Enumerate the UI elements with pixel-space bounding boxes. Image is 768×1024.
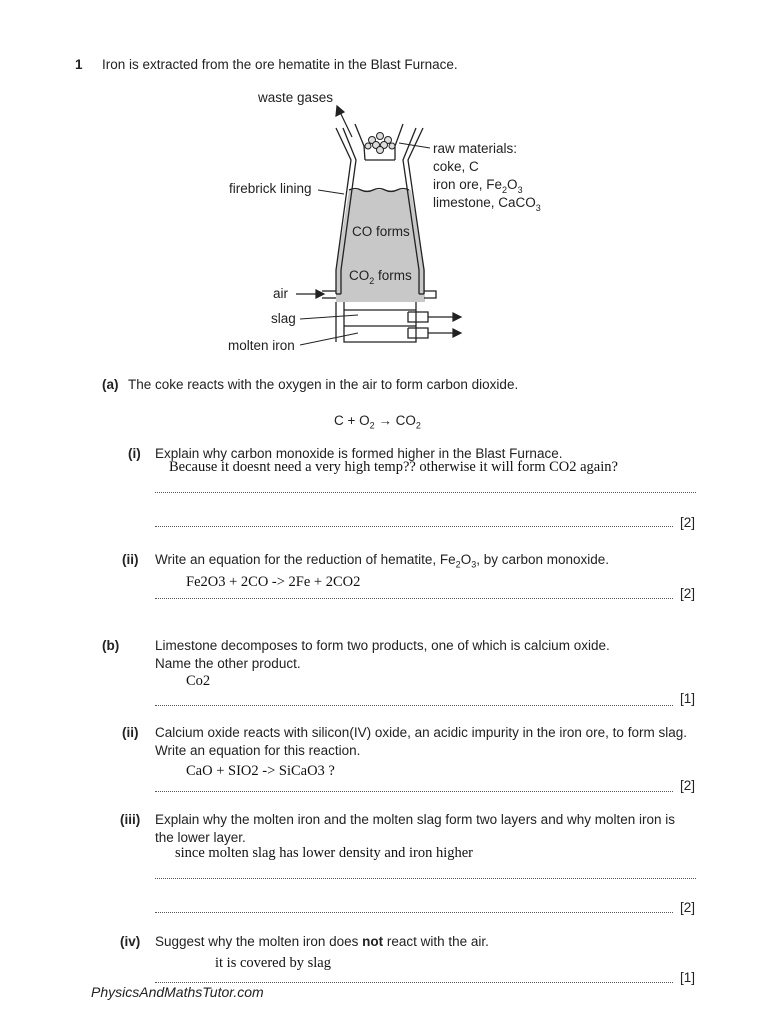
label-co-forms: CO forms bbox=[352, 224, 410, 239]
answer-b-iii: since molten slag has lower density and iron higher bbox=[175, 845, 473, 861]
marks-b: [1] bbox=[680, 691, 696, 706]
part-b-iv-label: (iv) bbox=[120, 934, 141, 949]
footer-site-name: PhysicsAndMathsTutor.com bbox=[91, 984, 264, 1000]
answer-line bbox=[155, 491, 696, 493]
part-b-ii-label: (ii) bbox=[122, 725, 139, 740]
marks-b-ii: [2] bbox=[680, 778, 696, 793]
part-a-ii-label: (ii) bbox=[122, 552, 139, 567]
part-a-label: (a) bbox=[102, 377, 119, 392]
part-b-ii-text-1: Calcium oxide reacts with silicon(IV) oxide, an acidic impurity in the iron ore, to form slag. bbox=[155, 725, 687, 740]
answer-line bbox=[155, 704, 673, 706]
answer-b: Co2 bbox=[186, 673, 211, 689]
answer-line bbox=[155, 597, 673, 599]
answer-line bbox=[155, 790, 673, 792]
part-b-iii-label: (iii) bbox=[120, 812, 141, 827]
answer-line bbox=[155, 877, 696, 879]
label-slag: slag bbox=[271, 311, 296, 326]
label-iron-ore: iron ore, $Fe_2O_3$ bbox=[433, 177, 523, 195]
marks-b-iv: [1] bbox=[680, 970, 696, 985]
answer-line bbox=[155, 911, 673, 913]
part-b-label: (b) bbox=[102, 638, 120, 653]
label-firebrick-lining: firebrick lining bbox=[229, 181, 312, 196]
marks-b-iii: [2] bbox=[680, 900, 696, 915]
answer-line bbox=[155, 981, 673, 983]
part-b-iii-text-2: the lower layer. bbox=[155, 830, 246, 845]
answer-line bbox=[155, 525, 673, 527]
question-number: 1 bbox=[75, 57, 83, 72]
marks-a-ii: [2] bbox=[680, 586, 696, 601]
label-co2-forms: $CO_2$ forms bbox=[349, 268, 412, 286]
part-b-ii-text-2: Write an equation for this reaction. bbox=[155, 743, 361, 758]
answer-b-iv: it is covered by slag bbox=[215, 955, 331, 971]
answer-a-ii: Fe2O3 + 2CO -> 2Fe + 2CO2 bbox=[186, 574, 361, 590]
question-intro: Iron is extracted from the ore hematite in the Blast Furnace. bbox=[102, 57, 458, 72]
part-b-text-1: Limestone decomposes to form two products, one of which is calcium oxide. bbox=[155, 638, 610, 653]
part-a-text: The coke reacts with the oxygen in the air to form carbon dioxide. bbox=[128, 377, 519, 392]
label-raw-materials: raw materials: bbox=[433, 141, 518, 156]
label-molten-iron: molten iron bbox=[228, 338, 295, 353]
answer-a-i: Because it doesnt need a very high temp?? otherwise it will form CO2 again? bbox=[169, 459, 618, 475]
label-waste-gases: waste gases bbox=[258, 90, 334, 105]
part-b-iii-text-1: Explain why the molten iron and the molten slag form two layers and why molten iron is bbox=[155, 812, 676, 827]
marks-a-i: [2] bbox=[680, 515, 696, 530]
part-b-text-2: Name the other product. bbox=[155, 656, 301, 671]
label-limestone: limestone, CaCO$_3$ bbox=[433, 195, 541, 213]
part-a-i-label: (i) bbox=[128, 446, 141, 461]
label-air: air bbox=[273, 286, 289, 301]
equation-combustion: $C + O_2 \to CO_2$ bbox=[334, 413, 421, 431]
part-a-i-text: Explain why carbon monoxide is formed higher in the Blast Furnace. bbox=[155, 446, 563, 461]
part-a-ii-text: Write an equation for the reduction of hematite, $Fe_2O_3$, by carbon monoxide. bbox=[155, 552, 610, 570]
answer-b-ii: CaO + SIO2 -> SiCaO3 ? bbox=[186, 763, 335, 779]
part-b-iv-text: Suggest why the molten iron does not react with the air. bbox=[155, 934, 489, 949]
label-coke: coke, C bbox=[433, 159, 479, 174]
raw-materials-pile bbox=[365, 133, 395, 154]
